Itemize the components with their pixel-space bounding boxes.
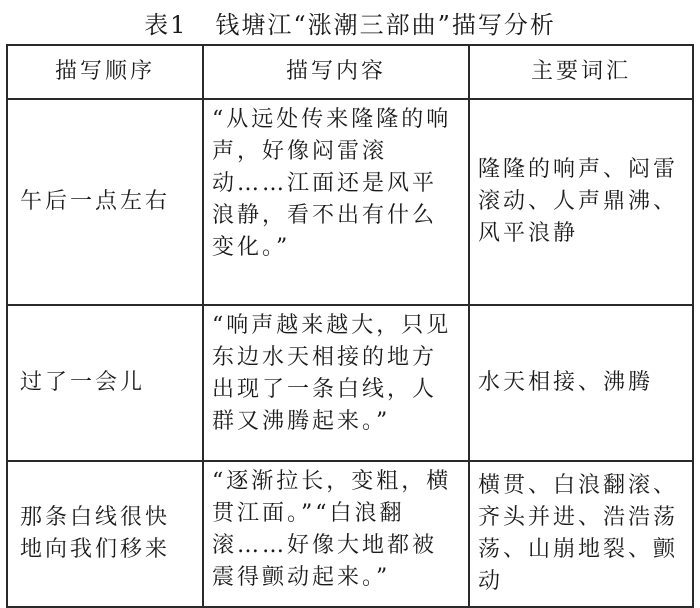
table-row bbox=[7, 305, 693, 461]
table-row bbox=[7, 461, 693, 607]
content-cell: “响声越来越大，只见东边水天相接的地方出现了一条白线，人群又沸腾起来。” bbox=[203, 305, 469, 461]
words-cell: 隆隆的响声、闷雷滚动、人声鼎沸、风平浪静 bbox=[469, 99, 693, 305]
order-cell: 那条白线很快地向我们移来 bbox=[7, 461, 203, 607]
header-words: 主要词汇 bbox=[469, 45, 693, 99]
table-row bbox=[7, 99, 693, 305]
analysis-table bbox=[6, 44, 694, 608]
table-caption bbox=[0, 0, 700, 44]
content-cell: “逐渐拉长，变粗，横贯江面。”“白浪翻滚……好像大地都被震得颤动起来。” bbox=[203, 461, 469, 607]
order-cell: 午后一点左右 bbox=[7, 99, 203, 305]
header-order: 描写顺序 bbox=[7, 45, 203, 99]
words-cell: 横贯、白浪翻滚、齐头并进、浩浩荡荡、山崩地裂、颤动 bbox=[469, 461, 693, 607]
header-content: 描写内容 bbox=[203, 45, 469, 99]
content-cell: “从远处传来隆隆的响声，好像闷雷滚动……江面还是风平浪静，看不出有什么变化。” bbox=[203, 99, 469, 305]
words-cell: 水天相接、沸腾 bbox=[469, 305, 693, 461]
table-number: 表1 bbox=[144, 10, 188, 39]
table-header-row bbox=[7, 45, 693, 99]
table-title: 钱塘江“涨潮三部曲”描写分析 bbox=[215, 10, 556, 39]
order-cell: 过了一会儿 bbox=[7, 305, 203, 461]
